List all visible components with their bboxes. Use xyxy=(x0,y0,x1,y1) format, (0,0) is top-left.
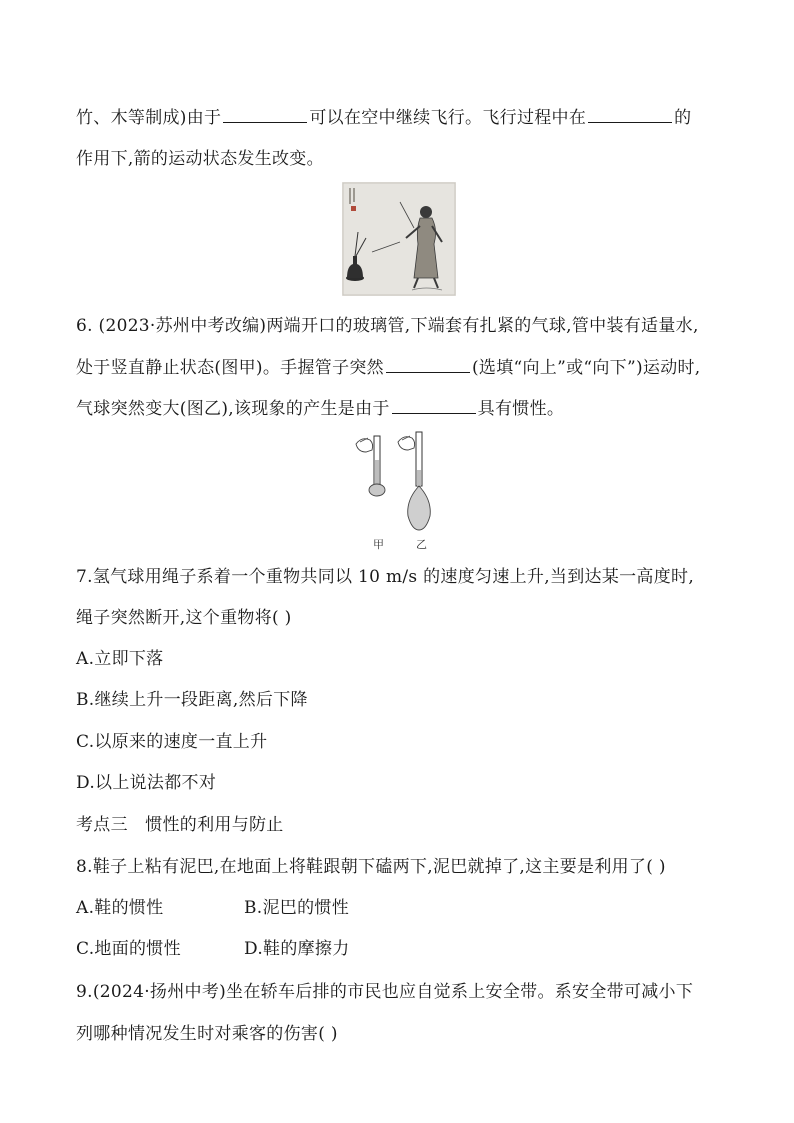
q5-text-a: 竹、木等制成)由于 xyxy=(76,108,222,128)
caption-jia: 甲 xyxy=(373,538,384,551)
q7-option-d[interactable]: D.以上说法都不对 xyxy=(76,773,217,793)
q9-line-1: 9.(2024·扬州中考)坐在轿车后排的市民也应自觉系上安全带。系安全带可减小下 xyxy=(76,982,694,1002)
q5-line-1 xyxy=(76,106,691,129)
q6-text-d: 具有惯性。 xyxy=(477,399,565,419)
q6-blank-1[interactable] xyxy=(386,356,470,373)
section-heading-3: 考点三 惯性的利用与防止 xyxy=(76,815,284,835)
q6-text-a: 处于竖直静止状态(图甲)。手握管子突然 xyxy=(76,358,384,378)
q8-stem: 8.鞋子上粘有泥巴,在地面上将鞋跟朝下磕两下,泥巴就掉了,这主要是利用了( ) xyxy=(76,857,666,877)
q7-option-b[interactable]: B.继续上升一段距离,然后下降 xyxy=(76,690,308,710)
tube-balloon-figure xyxy=(348,430,448,534)
q5-blank-1[interactable] xyxy=(223,106,307,123)
q8-option-a[interactable]: A.鞋的惯性 xyxy=(76,898,164,918)
q7-line-1: 7.氢气球用绳子系着一个重物共同以 10 m/s 的速度匀速上升,当到达某一高度时, xyxy=(76,567,695,587)
q8-option-d[interactable]: D.鞋的摩擦力 xyxy=(244,939,350,959)
q6-line-1: 6. (2023·苏州中考改编)两端开口的玻璃管,下端套有扎紧的气球,管中装有适量水, xyxy=(76,316,699,336)
q7-option-a[interactable]: A.立即下落 xyxy=(76,649,164,669)
q8-option-b[interactable]: B.泥巴的惯性 xyxy=(244,898,349,918)
q6-line-2 xyxy=(76,356,701,379)
q7-option-c[interactable]: C.以原来的速度一直上升 xyxy=(76,732,268,752)
q9-line-2: 列哪种情况发生时对乘客的伤害( ) xyxy=(76,1024,338,1044)
q7-line-2: 绳子突然断开,这个重物将( ) xyxy=(76,608,292,628)
q5-text-b: 可以在空中继续飞行。飞行过程中在 xyxy=(309,108,587,128)
q6-line-3 xyxy=(76,397,564,420)
q6-text-c: 气球突然变大(图乙),该现象的产生是由于 xyxy=(76,399,390,419)
q8-option-row-1 xyxy=(76,897,349,919)
archery-painting-figure xyxy=(342,182,456,296)
caption-yi: 乙 xyxy=(416,538,427,551)
q5-line-2: 作用下,箭的运动状态发生改变。 xyxy=(76,149,324,169)
q5-blank-2[interactable] xyxy=(588,106,672,123)
q6-text-b: (选填“向上”或“向下”)运动时, xyxy=(471,358,701,378)
q5-text-c: 的 xyxy=(674,108,692,128)
q8-option-row-2 xyxy=(76,938,350,960)
q6-blank-2[interactable] xyxy=(392,397,476,414)
q8-option-c[interactable]: C.地面的惯性 xyxy=(76,939,181,959)
